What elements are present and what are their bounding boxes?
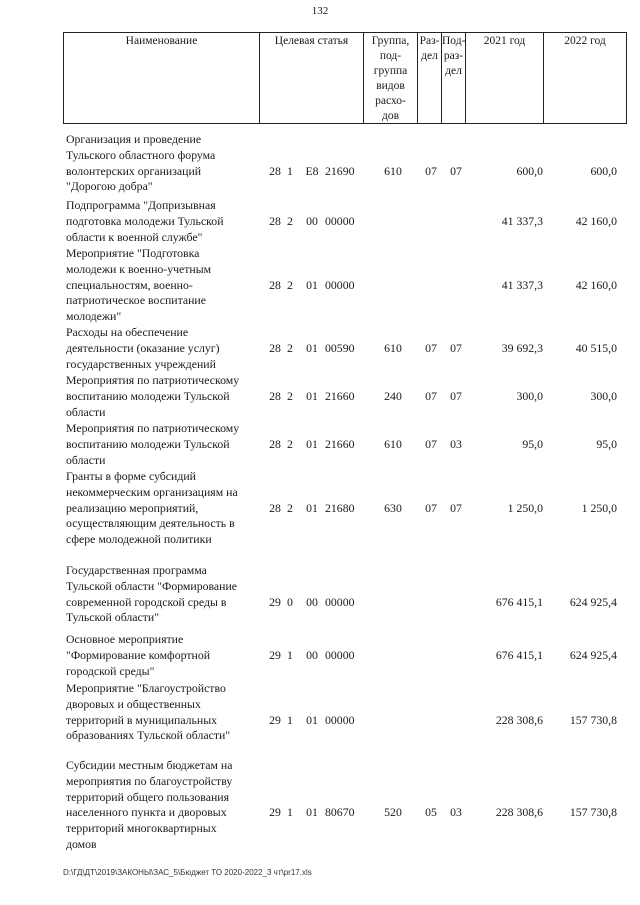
row-name-line: области	[66, 452, 106, 467]
row-subprogram-code: 1	[287, 163, 293, 178]
row-main-activity-code: 01	[306, 436, 318, 451]
row-name	[66, 325, 271, 372]
row-expense-group: 610	[384, 340, 402, 355]
row-subprogram-code: 2	[287, 436, 293, 451]
row-amount-2021: 676 415,1	[495, 594, 543, 609]
row-subsection: 07	[450, 388, 462, 403]
row-amount-2022: 42 160,0	[575, 213, 617, 228]
row-main-activity-code: 01	[306, 277, 318, 292]
row-name-line: молодежи"	[66, 309, 122, 324]
row-name-line: Подпрограмма "Допризывная	[66, 198, 216, 212]
row-section: 07	[425, 388, 437, 403]
row-section: 07	[425, 163, 437, 178]
row-amount-2022: 95,0	[596, 436, 617, 451]
row-name-line: патриотическое воспитание	[66, 293, 206, 308]
row-name-line: "Формирование комфортной	[66, 647, 211, 662]
row-name-line: территорий многоквартирных	[66, 821, 217, 836]
header-year-2022: 2022 год	[564, 35, 606, 47]
row-name-line: дворовых и общественных	[66, 696, 201, 711]
row-direction-code: 21660	[325, 436, 355, 451]
row-section: 07	[425, 340, 437, 355]
row-direction-code: 80670	[325, 805, 355, 820]
row-direction-code: 00590	[325, 340, 355, 355]
row-amount-2021: 41 337,3	[501, 277, 543, 292]
row-amount-2021: 41 337,3	[501, 213, 543, 228]
row-expense-group: 610	[384, 163, 402, 178]
row-program-code: 29	[269, 712, 281, 727]
row-amount-2022: 157 730,8	[569, 712, 617, 727]
row-main-activity-code: 01	[306, 805, 318, 820]
table-header	[63, 32, 627, 124]
row-direction-code: 00000	[325, 213, 355, 228]
row-name-line: осуществляющим деятельность в	[66, 516, 235, 531]
row-name-line: воспитанию молодежи Тульской	[66, 436, 230, 451]
row-name	[66, 563, 271, 626]
row-program-code: 28	[269, 436, 281, 451]
row-name-line: сфере молодежной политики	[66, 532, 212, 547]
row-direction-code: 00000	[325, 647, 355, 662]
row-name-line: населенного пункта и дворовых	[66, 805, 227, 820]
row-amount-2022: 42 160,0	[575, 277, 617, 292]
row-subprogram-code: 2	[287, 340, 293, 355]
row-amount-2022: 300,0	[590, 388, 617, 403]
row-direction-code: 21690	[325, 163, 355, 178]
row-name-line: территорий общего пользования	[66, 789, 230, 804]
header-line: дел	[445, 65, 462, 77]
row-direction-code: 21680	[325, 500, 355, 515]
row-main-activity-code: 00	[306, 594, 318, 609]
row-name-line: мероприятия по благоустройству	[66, 773, 233, 788]
row-name-line: Расходы на обеспечение	[66, 325, 189, 339]
row-subprogram-code: 1	[287, 805, 293, 820]
row-direction-code: 00000	[325, 277, 355, 292]
row-name-line: Тульской области "Формирование	[66, 578, 238, 593]
row-subprogram-code: 2	[287, 213, 293, 228]
header-line: дов	[381, 110, 400, 122]
row-subsection: 07	[450, 500, 462, 515]
row-amount-2022: 157 730,8	[569, 805, 617, 820]
row-subsection: 07	[450, 163, 462, 178]
row-name-line: Тульского областного форума	[66, 147, 216, 162]
row-main-activity-code: 00	[306, 213, 318, 228]
row-amount-2021: 1 250,0	[507, 500, 543, 515]
row-program-code: 28	[269, 500, 281, 515]
row-subprogram-code: 1	[287, 647, 293, 662]
row-program-code: 29	[269, 647, 281, 662]
row-name-line: территорий в муниципальных	[66, 712, 218, 727]
row-program-code: 28	[269, 340, 281, 355]
row-program-code: 28	[269, 213, 281, 228]
header-line: Группа,	[371, 35, 410, 47]
row-program-code: 28	[269, 163, 281, 178]
row-amount-2021: 39 692,3	[501, 340, 543, 355]
row-name-line: волонтерских организаций	[66, 163, 202, 178]
file-path-footer: D:\ГД\ДТ\2019\ЗАКОНЫ\ЗАС_5\Бюджет ТО 2020-2022_3 чт\pr17.xls	[63, 868, 312, 877]
row-name-line: Гранты в форме субсидий	[66, 469, 196, 483]
row-name-line: Тульской области"	[66, 610, 160, 625]
row-name-line: городской среды"	[66, 663, 155, 678]
row-direction-code: 21660	[325, 388, 355, 403]
row-main-activity-code: 01	[306, 388, 318, 403]
row-name-line: молодежи к военно-учетным	[66, 261, 212, 276]
row-program-code: 28	[269, 388, 281, 403]
row-amount-2021: 228 308,6	[495, 712, 543, 727]
row-name-line: "Дорогою добра"	[66, 179, 153, 194]
row-amount-2022: 1 250,0	[581, 500, 617, 515]
row-name	[66, 421, 271, 468]
row-section: 07	[425, 500, 437, 515]
header-line: расхо-	[375, 95, 406, 107]
row-amount-2021: 300,0	[516, 388, 543, 403]
header-line: видов	[376, 80, 405, 92]
row-name-line: Мероприятие "Подготовка	[66, 246, 200, 260]
header-group	[364, 33, 418, 123]
page-number: 132	[311, 5, 329, 17]
row-expense-group: 240	[384, 388, 402, 403]
header-section	[418, 33, 442, 123]
row-name-line: образованиях Тульской области"	[66, 728, 231, 743]
row-main-activity-code: 00	[306, 647, 318, 662]
row-name	[66, 681, 271, 744]
row-direction-code: 00000	[325, 712, 355, 727]
row-name-line: государственных учреждений	[66, 356, 216, 371]
row-expense-group: 610	[384, 436, 402, 451]
row-amount-2022: 624 925,4	[569, 647, 617, 662]
header-year-2021: 2021 год	[466, 33, 544, 123]
row-section: 05	[425, 805, 437, 820]
row-name	[66, 632, 271, 679]
row-name-line: современной городской среды в	[66, 594, 227, 609]
row-program-code: 29	[269, 594, 281, 609]
row-main-activity-code: 01	[306, 712, 318, 727]
row-subprogram-code: 2	[287, 277, 293, 292]
row-amount-2022: 40 515,0	[575, 340, 617, 355]
row-name-line: области	[66, 404, 106, 419]
row-name-line: специальностям, военно-	[66, 277, 193, 292]
row-direction-code: 00000	[325, 594, 355, 609]
row-name-line: воспитанию молодежи Тульской	[66, 388, 230, 403]
row-amount-2021: 228 308,6	[495, 805, 543, 820]
row-subsection: 03	[450, 436, 462, 451]
row-amount-2021: 600,0	[516, 163, 543, 178]
row-name-line: Государственная программа	[66, 563, 207, 577]
row-expense-group: 520	[384, 805, 402, 820]
header-line: Под-	[442, 35, 466, 47]
row-name	[66, 373, 271, 420]
header-subsection	[442, 33, 466, 123]
row-name-line: домов	[66, 836, 97, 851]
row-name-line: подготовка молодежи Тульской	[66, 213, 224, 228]
row-name-line: Мероприятие "Благоустройство	[66, 681, 226, 695]
header-line: Раз-	[419, 35, 440, 47]
row-name-line: Субсидии местным бюджетам на	[66, 758, 233, 772]
row-subprogram-code: 1	[287, 712, 293, 727]
row-name-line: области к военной службе"	[66, 229, 203, 244]
row-name-line: некоммерческим организациям на	[66, 484, 238, 499]
row-main-activity-code: 01	[306, 500, 318, 515]
row-program-code: 28	[269, 277, 281, 292]
row-name-line: Основное мероприятие	[66, 632, 184, 646]
row-subsection: 03	[450, 805, 462, 820]
row-main-activity-code: Е8	[305, 163, 319, 178]
row-name-line: деятельности (оказание услуг)	[66, 340, 220, 355]
row-amount-2022: 624 925,4	[569, 594, 617, 609]
header-line: раз-	[443, 50, 464, 62]
row-name-line: реализацию мероприятий,	[66, 500, 199, 515]
header-line: дел	[421, 50, 438, 62]
header-target-article: Целевая статья	[260, 33, 364, 123]
row-subprogram-code: 2	[287, 388, 293, 403]
row-subsection: 07	[450, 340, 462, 355]
row-expense-group: 630	[384, 500, 402, 515]
row-name	[66, 132, 271, 195]
row-name	[66, 469, 271, 548]
row-amount-2021: 95,0	[522, 436, 543, 451]
row-amount-2021: 676 415,1	[495, 647, 543, 662]
header-line: группа	[373, 65, 408, 77]
row-subprogram-code: 0	[287, 594, 293, 609]
header-line: под-	[379, 50, 402, 62]
row-name-line: Организация и проведение	[66, 132, 202, 146]
row-name	[66, 198, 271, 245]
row-program-code: 29	[269, 805, 281, 820]
row-name-line: Мероприятия по патриотическому	[66, 421, 240, 435]
row-subprogram-code: 2	[287, 500, 293, 515]
row-name-line: Мероприятия по патриотическому	[66, 373, 240, 387]
row-name	[66, 758, 271, 853]
row-amount-2022: 600,0	[590, 163, 617, 178]
header-name: Наименование	[64, 33, 260, 123]
row-main-activity-code: 01	[306, 340, 318, 355]
row-name	[66, 246, 271, 325]
row-section: 07	[425, 436, 437, 451]
